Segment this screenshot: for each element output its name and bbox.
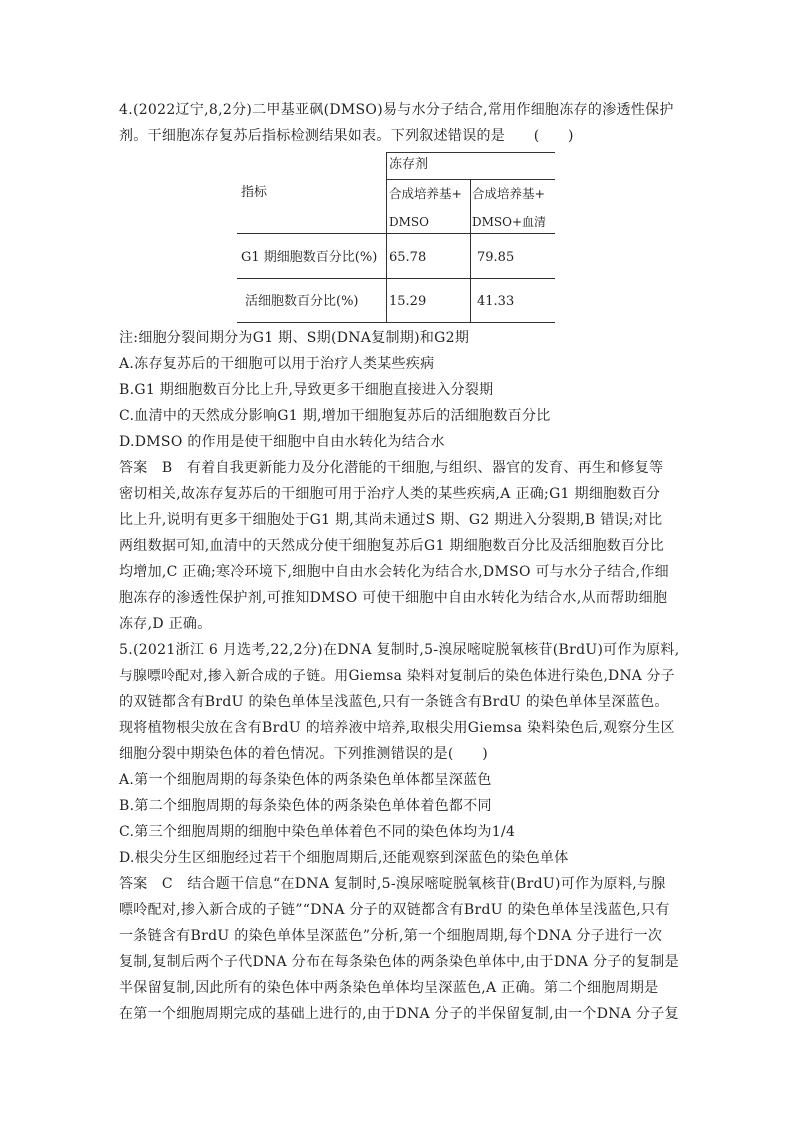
table-col1-header-line1: 合成培养基+ bbox=[389, 186, 462, 201]
q5-answer-line: 半保留复制,因此所有的染色体中两条染色单体均呈深蓝色,A 正确。第二个细胞周期是 bbox=[119, 980, 659, 996]
q5-answer-line: 复制,复制后两个子代DNA 分布在每条染色体的两条染色单体中,由于DNA 分子的复制是 bbox=[119, 954, 679, 970]
q4-answer-line: 胞冻存的渗透性保护剂,可推知DMSO 可使干细胞中自由水转化为结合水,从而帮助细胞 bbox=[119, 590, 668, 606]
q4-answer-line: 密切相关,故冻存复苏后的干细胞可用于治疗人类的某些疾病,A 正确;G1 期细胞数百分 bbox=[119, 486, 661, 502]
q5-stem-line: 与腺嘌呤配对,掺入新合成的子链。用Giemsa 染料对复制后的染色体进行染色,DNA 分子 bbox=[119, 668, 675, 684]
table-col2-header-line1: 合成培养基+ bbox=[472, 186, 545, 201]
table-header-group: 冻存剂 bbox=[389, 157, 429, 172]
q4-stem-line-1: 4.(2022辽宁,8,2分)二甲基亚砜(DMSO)易与水分子结合,常用作细胞冻存的渗透性保护 bbox=[119, 102, 674, 118]
q4-option-d: D.DMSO 的作用是使干细胞中自由水转化为结合水 bbox=[119, 434, 445, 450]
table-col2-header-line2: DMSO+血清 bbox=[472, 215, 547, 229]
table-rule bbox=[237, 233, 555, 234]
q5-stem-line: 现将植物根尖放在含有BrdU 的培养液中培养,取根尖用Giemsa 染料染色后,观察分生区 bbox=[119, 720, 675, 736]
q4-option-a: A.冻存复苏后的干细胞可以用于治疗人类某些疾病 bbox=[119, 356, 435, 372]
q5-option-d: D.根尖分生区细胞经过若干个细胞周期后,还能观察到深蓝色的染色单体 bbox=[119, 850, 569, 866]
q4-data-table bbox=[237, 152, 555, 323]
table-header-label: 指标 bbox=[241, 185, 268, 200]
q5-stem-line: 的双链都含有BrdU 的染色单体呈浅蓝色,只有一条链含有BrdU 的染色单体呈深蓝色。 bbox=[119, 694, 669, 710]
q5-option-b: B.第二个细胞周期的每条染色体的两条染色单体着色都不同 bbox=[119, 798, 492, 814]
q5-stem-line: 细胞分裂中期染色体的着色情况。下列推测错误的是( ) bbox=[119, 746, 489, 762]
q4-answer-line: 均增加,C 正确;寒冷环境下,细胞中自由水会转化为结合水,DMSO 可与水分子结合,作细 bbox=[119, 564, 669, 580]
q4-answer-line: 冻存,D 正确。 bbox=[119, 616, 212, 632]
q5-answer-line: 在第一个细胞周期完成的基础上进行的,由于DNA 分子的半保留复制,由一个DNA 分子复 bbox=[119, 1006, 679, 1022]
table-cell: 65.78 bbox=[389, 250, 427, 265]
table-rule bbox=[237, 322, 555, 323]
table-col1-header-line2: DMSO bbox=[389, 215, 429, 229]
table-row-label: G1 期细胞数百分比(%) bbox=[241, 250, 378, 265]
q4-option-c: C.血清中的天然成分影响G1 期,增加干细胞复苏后的活细胞数百分比 bbox=[119, 408, 551, 424]
table-cell: 15.29 bbox=[389, 294, 427, 309]
table-cell: 79.85 bbox=[477, 250, 515, 265]
table-vrule bbox=[386, 152, 387, 323]
q5-option-a: A.第一个细胞周期的每条染色体的两条染色单体都呈深蓝色 bbox=[119, 772, 492, 788]
q5-answer-line: 答案 C 结合题干信息“在DNA 复制时,5-溴尿嘧啶脱氧核苷(BrdU)可作为原料,与腺 bbox=[119, 876, 666, 892]
q4-answer-line: 答案 B 有着自我更新能力及分化潜能的干细胞,与组织、器官的发育、再生和修复等 bbox=[119, 460, 664, 476]
q5-answer-line: 嘌呤配对,掺入新合成的子链”“DNA 分子的双链都含有BrdU 的染色单体呈浅蓝色,只有 bbox=[119, 902, 670, 918]
q4-answer-line: 两组数据可知,血清中的天然成分使干细胞复苏后G1 期细胞数百分比及活细胞数百分比 bbox=[119, 538, 664, 554]
table-row-label: 活细胞数百分比(%) bbox=[245, 294, 359, 309]
table-rule bbox=[237, 278, 555, 279]
q4-option-b: B.G1 期细胞数百分比上升,导致更多干细胞直接进入分裂期 bbox=[119, 382, 494, 398]
table-cell: 41.33 bbox=[477, 294, 515, 309]
q4-stem-line-2: 剂。干细胞冻存复苏后指标检测结果如表。下列叙述错误的是 ( ) bbox=[119, 128, 574, 144]
table-vrule bbox=[470, 179, 471, 323]
q4-answer-line: 比上升,说明有更多干细胞处于G1 期,其尚未通过S 期、G2 期进入分裂期,B 错误;对比 bbox=[119, 512, 663, 528]
q4-note: 注:细胞分裂间期分为G1 期、S期(DNA复制期)和G2期 bbox=[119, 330, 470, 346]
q5-answer-line: 一条链含有BrdU 的染色单体呈深蓝色”分析,第一个细胞周期,每个DNA 分子进行一次 bbox=[119, 928, 663, 944]
table-rule bbox=[386, 152, 555, 153]
q5-stem-line: 5.(2021浙江 6 月选考,22,2分)在DNA 复制时,5-溴尿嘧啶脱氧核苷(BrdU)可作为原料, bbox=[119, 642, 680, 658]
q5-option-c: C.第三个细胞周期的细胞中染色单体着色不同的染色体均为1/4 bbox=[119, 824, 516, 840]
